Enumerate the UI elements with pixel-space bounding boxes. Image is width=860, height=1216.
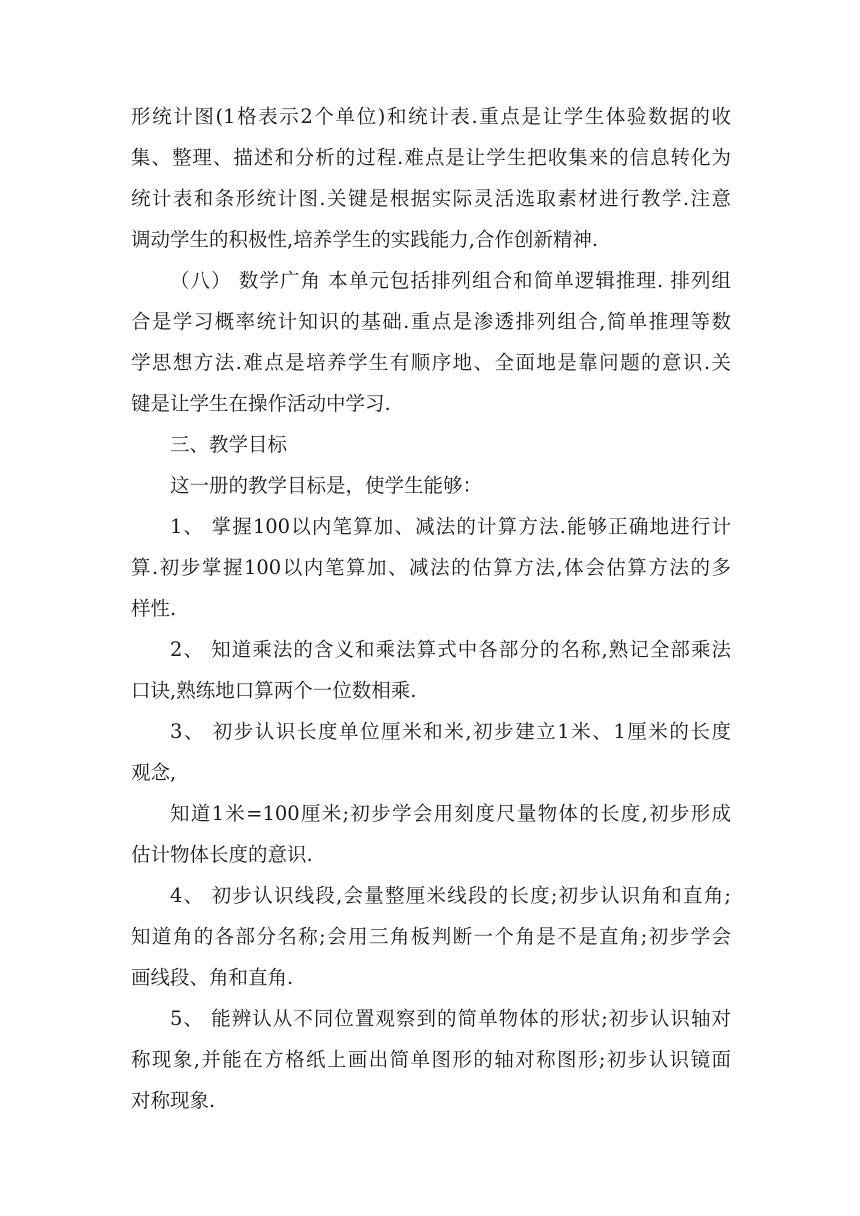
paragraph-line: 形统计图(1格表示2个单位)和统计表.重点是让学生体验数据的收 <box>131 105 731 128</box>
paragraph-line: 知道角的各部分名称;会用三角板判断一个角是不是直角;初步学会 <box>131 925 731 948</box>
section-eight-line: （八） 数学广角 本单元包括排列组合和简单逻辑推理. 排列组 <box>170 269 731 292</box>
paragraph-line: 算.初步掌握100以内笔算加、减法的估算方法,体会估算方法的多 <box>131 556 731 579</box>
paragraph-line: 对称现象. <box>131 1089 216 1112</box>
paragraph-line: 学思想方法.难点是培养学生有顺序地、全面地是靠问题的意识.关 <box>131 351 731 374</box>
goal-2-line: 2、 知道乘法的含义和乘法算式中各部分的名称,熟记全部乘法 <box>170 638 731 661</box>
goal-3-line: 3、 初步认识长度单位厘米和米,初步建立1米、1厘米的长度 <box>170 720 731 743</box>
goal-1-line: 1、 掌握100以内笔算加、减法的计算方法.能够正确地进行计 <box>170 515 731 538</box>
paragraph-line: 口诀,熟练地口算两个一位数相乘. <box>131 679 417 702</box>
paragraph-line: 合是学习概率统计知识的基础.重点是渗透排列组合,简单推理等数 <box>131 310 731 333</box>
paragraph-line: 统计表和条形统计图.关键是根据实际灵活选取素材进行教学.注意 <box>131 187 731 210</box>
goal-5-line: 5、 能辨认从不同位置观察到的简单物体的形状;初步认识轴对 <box>170 1007 731 1030</box>
paragraph-line: 调动学生的积极性,培养学生的实践能力,合作创新精神. <box>131 228 599 251</box>
paragraph-line: 知道1米=100厘米;初步学会用刻度尺量物体的长度,初步形成 <box>170 802 731 825</box>
paragraph-line: 估计物体长度的意识. <box>131 843 313 866</box>
section-heading: 三、教学目标 <box>170 433 288 456</box>
paragraph-line: 样性. <box>131 597 177 620</box>
paragraph-line: 集、整理、描述和分析的过程.难点是让学生把收集来的信息转化为 <box>131 146 731 169</box>
paragraph-line: 画线段、角和直角. <box>131 966 294 989</box>
goal-4-line: 4、 初步认识线段,会量整厘米线段的长度;初步认识角和直角; <box>170 884 731 907</box>
document-body <box>131 96 731 1121</box>
paragraph-line: 键是让学生在操作活动中学习. <box>131 392 391 415</box>
paragraph-line: 观念, <box>131 761 177 784</box>
intro-line: 这一册的教学目标是，使学生能够： <box>170 474 483 497</box>
paragraph-line: 称现象,并能在方格纸上画出简单图形的轴对称图形;初步认识镜面 <box>131 1048 731 1071</box>
